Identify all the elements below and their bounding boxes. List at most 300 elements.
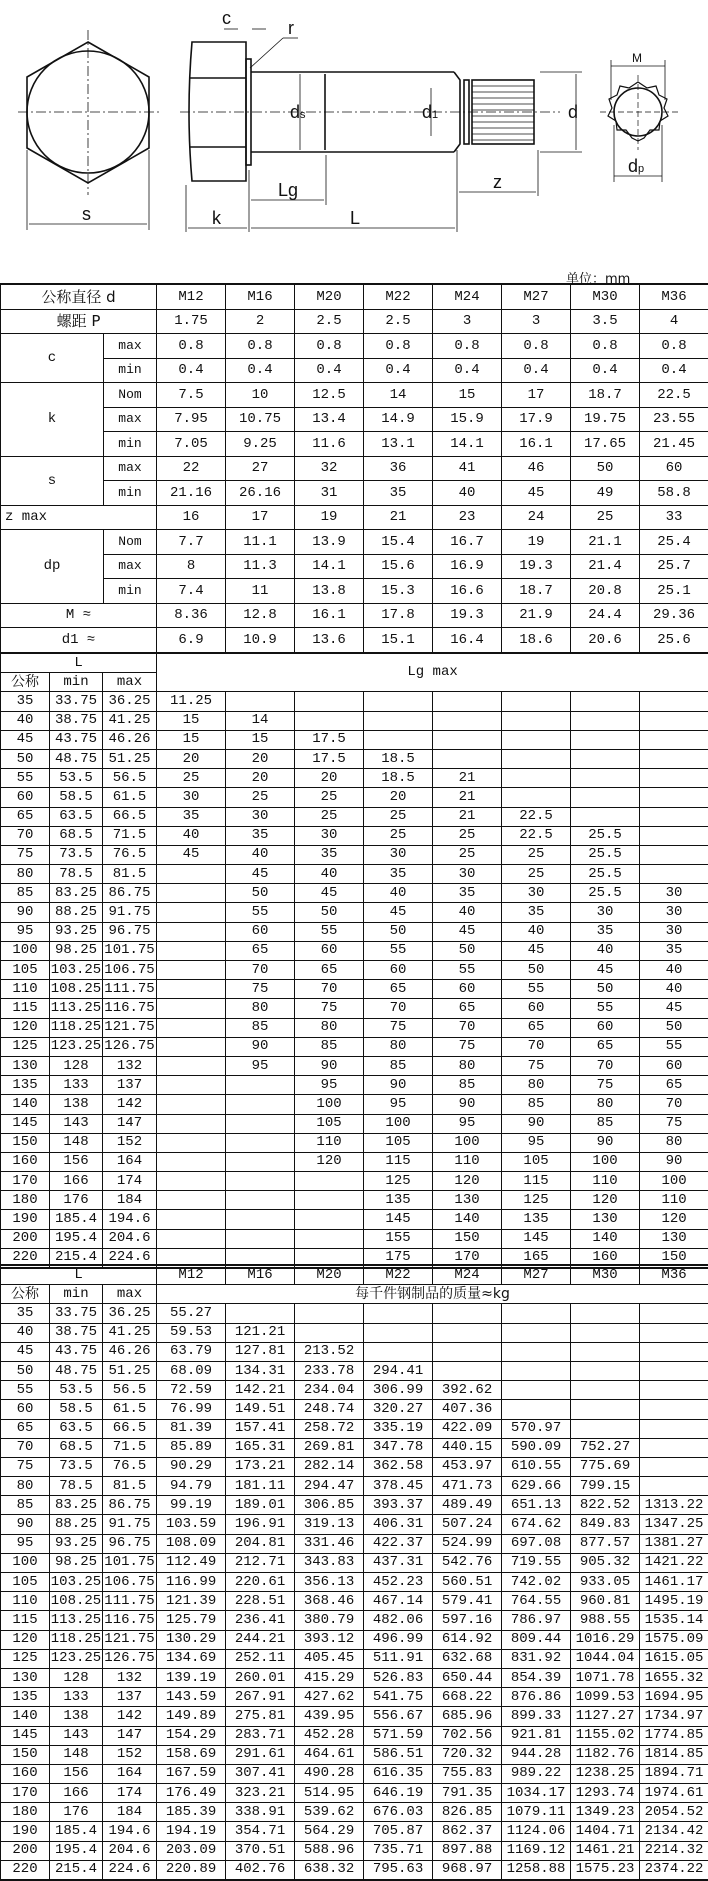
table-cell: 356.13 bbox=[295, 1573, 364, 1592]
table-cell: 204.6 bbox=[103, 1841, 157, 1860]
spec-table bbox=[0, 283, 708, 654]
table-cell: 1258.88 bbox=[502, 1860, 571, 1880]
table-cell: 90 bbox=[226, 1037, 295, 1056]
table-cell bbox=[502, 769, 571, 788]
table-cell: 135 bbox=[1, 1076, 50, 1095]
table-cell bbox=[571, 711, 640, 730]
table-cell: 1461.21 bbox=[571, 1841, 640, 1860]
table-cell: 220.89 bbox=[157, 1860, 226, 1880]
size-header: M30 bbox=[571, 284, 640, 309]
table-cell: 560.51 bbox=[433, 1573, 502, 1592]
table-cell: 100 bbox=[295, 1095, 364, 1114]
table-row bbox=[1, 1822, 708, 1841]
table-cell: 8 bbox=[157, 554, 226, 579]
table-cell: 0.8 bbox=[502, 334, 571, 359]
table-cell: 142 bbox=[103, 1095, 157, 1114]
table-cell: 80 bbox=[640, 1133, 708, 1152]
table-cell: 248.74 bbox=[295, 1400, 364, 1419]
table-cell: 170 bbox=[1, 1172, 50, 1191]
table-cell: 65 bbox=[1, 1419, 50, 1438]
table-cell: 118.25 bbox=[50, 1018, 103, 1037]
table-cell: 40 bbox=[433, 903, 502, 922]
table-cell: 121.21 bbox=[226, 1323, 295, 1342]
label-d1: d1 bbox=[422, 102, 438, 122]
table-cell bbox=[571, 1304, 640, 1323]
table-cell bbox=[226, 1304, 295, 1323]
table-cell: 110 bbox=[571, 1172, 640, 1191]
table-row bbox=[1, 1114, 708, 1133]
table-cell: 49 bbox=[571, 481, 640, 506]
table-cell: 755.83 bbox=[433, 1764, 502, 1783]
label-d: d bbox=[568, 102, 578, 122]
table-cell: 15.4 bbox=[364, 530, 433, 555]
table-cell: 36.25 bbox=[103, 1304, 157, 1323]
table-cell: 81.39 bbox=[157, 1419, 226, 1438]
table-cell: 125 bbox=[1, 1037, 50, 1056]
size-header: M16 bbox=[226, 284, 295, 309]
table-cell: 12.5 bbox=[295, 383, 364, 408]
table-cell: 90 bbox=[640, 1152, 708, 1171]
table-cell: 113.25 bbox=[50, 999, 103, 1018]
table-cell bbox=[295, 711, 364, 730]
table-row bbox=[1, 941, 708, 960]
table-cell bbox=[640, 845, 708, 864]
table-cell: 41.25 bbox=[103, 711, 157, 730]
table-cell: 100 bbox=[1, 941, 50, 960]
table-cell: 50 bbox=[364, 922, 433, 941]
table-cell: 123.25 bbox=[50, 1037, 103, 1056]
table-cell: 40 bbox=[157, 826, 226, 845]
size-header: M24 bbox=[433, 1265, 502, 1285]
nominal-header: 公称 bbox=[1, 1285, 50, 1304]
table-cell: 960.81 bbox=[571, 1592, 640, 1611]
table-cell: 145 bbox=[364, 1210, 433, 1229]
table-cell: 160 bbox=[571, 1248, 640, 1268]
table-cell: 200 bbox=[1, 1229, 50, 1248]
table-row bbox=[1, 1095, 708, 1114]
table-cell: 831.92 bbox=[502, 1649, 571, 1668]
table-cell: 20.8 bbox=[571, 579, 640, 604]
table-cell bbox=[640, 1457, 708, 1476]
table-cell: 10.9 bbox=[226, 628, 295, 653]
table-cell: 140 bbox=[1, 1707, 50, 1726]
table-cell: 30 bbox=[433, 865, 502, 884]
table-cell: 118.25 bbox=[50, 1630, 103, 1649]
table-cell: 674.62 bbox=[502, 1515, 571, 1534]
table-cell: 0.4 bbox=[364, 358, 433, 383]
table-cell: 80 bbox=[295, 1018, 364, 1037]
table-cell: 17.5 bbox=[295, 749, 364, 768]
table-cell: 58.5 bbox=[50, 1400, 103, 1419]
table-cell: 165 bbox=[502, 1248, 571, 1268]
table-cell bbox=[226, 1114, 295, 1133]
table-cell: 23 bbox=[433, 505, 502, 530]
table-cell bbox=[433, 730, 502, 749]
table-cell: 25 bbox=[433, 826, 502, 845]
table-cell: 1099.53 bbox=[571, 1688, 640, 1707]
table-cell: 76.99 bbox=[157, 1400, 226, 1419]
table-cell: 110 bbox=[295, 1133, 364, 1152]
table-cell: 826.85 bbox=[433, 1803, 502, 1822]
table-cell: 33.75 bbox=[50, 692, 103, 711]
table-cell: 85 bbox=[295, 1037, 364, 1056]
table-row bbox=[1, 1745, 708, 1764]
table-cell: 393.12 bbox=[295, 1630, 364, 1649]
table-cell: 100 bbox=[433, 1133, 502, 1152]
table-cell: 143 bbox=[50, 1726, 103, 1745]
table-cell: 176.49 bbox=[157, 1784, 226, 1803]
table-cell: 86.75 bbox=[103, 884, 157, 903]
table-cell: 36 bbox=[364, 456, 433, 481]
table-cell: 16 bbox=[157, 505, 226, 530]
table-cell: 45 bbox=[502, 941, 571, 960]
table-cell: 1044.04 bbox=[571, 1649, 640, 1668]
table-cell: 7.4 bbox=[157, 579, 226, 604]
table-cell: 152 bbox=[103, 1745, 157, 1764]
table-cell: 60 bbox=[640, 1056, 708, 1075]
table-cell: 70 bbox=[433, 1018, 502, 1037]
table-cell: 1238.25 bbox=[571, 1764, 640, 1783]
table-cell: 100 bbox=[571, 1152, 640, 1171]
table-cell: 148 bbox=[50, 1133, 103, 1152]
table-cell bbox=[640, 1419, 708, 1438]
table-cell: 20 bbox=[226, 749, 295, 768]
table-cell bbox=[364, 711, 433, 730]
table-row bbox=[1, 922, 708, 941]
table-cell: 105 bbox=[1, 961, 50, 980]
table-cell bbox=[364, 1342, 433, 1361]
table-cell bbox=[640, 1342, 708, 1361]
table-cell: 154.29 bbox=[157, 1726, 226, 1745]
k-nom-row bbox=[1, 383, 708, 408]
table-cell: 1404.71 bbox=[571, 1822, 640, 1841]
table-cell: 14 bbox=[364, 383, 433, 408]
table-cell: 50 bbox=[571, 456, 640, 481]
table-cell: 189.01 bbox=[226, 1496, 295, 1515]
table-cell: 2374.22 bbox=[640, 1860, 708, 1880]
table-cell: 30 bbox=[364, 845, 433, 864]
table-cell: 799.15 bbox=[571, 1477, 640, 1496]
table-cell: 85 bbox=[226, 1018, 295, 1037]
table-cell bbox=[571, 788, 640, 807]
table-cell: 1535.14 bbox=[640, 1611, 708, 1630]
table-cell: 55 bbox=[295, 922, 364, 941]
table-cell: 614.92 bbox=[433, 1630, 502, 1649]
label-dp: dp bbox=[628, 156, 644, 176]
label-ds: ds bbox=[290, 102, 306, 122]
table-cell: 0.8 bbox=[226, 334, 295, 359]
table-cell: 135 bbox=[1, 1688, 50, 1707]
table-cell: 422.37 bbox=[364, 1534, 433, 1553]
table-cell: 70 bbox=[1, 1438, 50, 1457]
table-cell: 95 bbox=[1, 922, 50, 941]
table-cell: 40 bbox=[1, 1323, 50, 1342]
table-cell: 2 bbox=[226, 309, 295, 334]
table-cell: 145 bbox=[502, 1229, 571, 1248]
table-cell: 650.44 bbox=[433, 1668, 502, 1687]
table-row bbox=[1, 961, 708, 980]
table-cell bbox=[364, 692, 433, 711]
label-k: k bbox=[212, 208, 222, 228]
table-cell: 21 bbox=[433, 788, 502, 807]
table-cell: 482.06 bbox=[364, 1611, 433, 1630]
table-cell: 30 bbox=[571, 903, 640, 922]
table-cell: 68.5 bbox=[50, 1438, 103, 1457]
table-cell: 21.4 bbox=[571, 554, 640, 579]
table-cell: 73.5 bbox=[50, 1457, 103, 1476]
table-cell: 90 bbox=[1, 1515, 50, 1534]
table-cell: 61.5 bbox=[103, 1400, 157, 1419]
table-cell: 51.25 bbox=[103, 1361, 157, 1380]
table-cell: 137 bbox=[103, 1076, 157, 1095]
table-cell: 22 bbox=[157, 456, 226, 481]
table-cell: 9.25 bbox=[226, 432, 295, 457]
table-cell: 668.22 bbox=[433, 1688, 502, 1707]
table-cell bbox=[640, 769, 708, 788]
header-row bbox=[1, 284, 708, 309]
table-cell: 70 bbox=[364, 999, 433, 1018]
table-cell: 126.75 bbox=[103, 1649, 157, 1668]
table-cell: 899.33 bbox=[502, 1707, 571, 1726]
table-cell: 45 bbox=[157, 845, 226, 864]
s-min-row bbox=[1, 481, 708, 506]
k-min-row bbox=[1, 432, 708, 457]
table-cell: 1575.23 bbox=[571, 1860, 640, 1880]
table-cell: 200 bbox=[1, 1841, 50, 1860]
table-cell: 1124.06 bbox=[502, 1822, 571, 1841]
table-cell: 58.5 bbox=[50, 788, 103, 807]
table-cell: 514.95 bbox=[295, 1784, 364, 1803]
table-row bbox=[1, 903, 708, 922]
table-cell: 0.8 bbox=[433, 334, 502, 359]
table-cell: 742.02 bbox=[502, 1573, 571, 1592]
table-cell: 17.5 bbox=[295, 730, 364, 749]
table-cell: 138 bbox=[50, 1707, 103, 1726]
table-cell: 586.51 bbox=[364, 1745, 433, 1764]
table-cell: 362.58 bbox=[364, 1457, 433, 1476]
table-cell: 85 bbox=[1, 884, 50, 903]
table-cell: 149.89 bbox=[157, 1707, 226, 1726]
table-cell: 70 bbox=[502, 1037, 571, 1056]
table-cell bbox=[226, 1152, 295, 1171]
table-cell: 45 bbox=[502, 481, 571, 506]
table-row bbox=[1, 1229, 708, 1248]
table-cell: 0.8 bbox=[640, 334, 708, 359]
table-cell bbox=[571, 1381, 640, 1400]
table-row bbox=[1, 1457, 708, 1476]
table-cell: 21 bbox=[433, 807, 502, 826]
table-cell: 21 bbox=[364, 505, 433, 530]
table-row bbox=[1, 980, 708, 999]
table-cell: 17 bbox=[226, 505, 295, 530]
table-cell bbox=[157, 884, 226, 903]
table-cell: 24 bbox=[502, 505, 571, 530]
table-cell: 3 bbox=[433, 309, 502, 334]
table-cell: 165.31 bbox=[226, 1438, 295, 1457]
table-cell: 347.78 bbox=[364, 1438, 433, 1457]
table-cell bbox=[640, 1304, 708, 1323]
table-cell bbox=[433, 711, 502, 730]
L-header: L bbox=[1, 1265, 157, 1285]
dp-max-row bbox=[1, 554, 708, 579]
table-cell: 556.67 bbox=[364, 1707, 433, 1726]
table-cell: 90.29 bbox=[157, 1457, 226, 1476]
table-cell: 18.7 bbox=[502, 579, 571, 604]
table-cell: 464.61 bbox=[295, 1745, 364, 1764]
table-cell: 158.69 bbox=[157, 1745, 226, 1764]
table-cell: 130 bbox=[1, 1668, 50, 1687]
table-cell: 876.86 bbox=[502, 1688, 571, 1707]
table-cell: 66.5 bbox=[103, 1419, 157, 1438]
table-cell: 4 bbox=[640, 309, 708, 334]
table-cell: 570.97 bbox=[502, 1419, 571, 1438]
table-cell: 150 bbox=[433, 1229, 502, 1248]
table-row bbox=[1, 769, 708, 788]
table-cell: 8.36 bbox=[157, 603, 226, 628]
table-cell bbox=[157, 1095, 226, 1114]
table-cell: 65 bbox=[640, 1076, 708, 1095]
table-cell: 269.81 bbox=[295, 1438, 364, 1457]
table-cell: 120 bbox=[571, 1191, 640, 1210]
table-cell: 43.75 bbox=[50, 1342, 103, 1361]
table-cell: 45 bbox=[295, 884, 364, 903]
table-cell: 164 bbox=[103, 1152, 157, 1171]
table-cell: 18.5 bbox=[364, 749, 433, 768]
table-cell: 185.4 bbox=[50, 1822, 103, 1841]
table-cell: 651.13 bbox=[502, 1496, 571, 1515]
table-cell: 125 bbox=[1, 1649, 50, 1668]
table-cell: 105 bbox=[502, 1152, 571, 1171]
table-row bbox=[1, 1630, 708, 1649]
table-cell: 156 bbox=[50, 1764, 103, 1783]
table-row bbox=[1, 884, 708, 903]
table-cell bbox=[640, 1323, 708, 1342]
table-cell: 149.51 bbox=[226, 1400, 295, 1419]
table-cell: 320.27 bbox=[364, 1400, 433, 1419]
table-cell: 174 bbox=[103, 1172, 157, 1191]
size-header: M36 bbox=[640, 1265, 708, 1285]
table-cell: 19.75 bbox=[571, 407, 640, 432]
table-cell: 720.32 bbox=[433, 1745, 502, 1764]
table-cell: 275.81 bbox=[226, 1707, 295, 1726]
table-cell: 105 bbox=[295, 1114, 364, 1133]
table-cell: 115 bbox=[1, 1611, 50, 1630]
table-cell: 133 bbox=[50, 1076, 103, 1095]
table-cell: 50 bbox=[226, 884, 295, 903]
table-cell bbox=[502, 1323, 571, 1342]
table-cell bbox=[226, 1172, 295, 1191]
sub-label: max bbox=[104, 407, 157, 432]
table-cell: 539.62 bbox=[295, 1803, 364, 1822]
table-cell bbox=[502, 730, 571, 749]
table-cell: 61.5 bbox=[103, 788, 157, 807]
table-cell bbox=[157, 941, 226, 960]
table-cell: 496.99 bbox=[364, 1630, 433, 1649]
table-cell: 25 bbox=[295, 788, 364, 807]
table-cell: 90 bbox=[502, 1114, 571, 1133]
table-row bbox=[1, 1592, 708, 1611]
table-cell: 12.8 bbox=[226, 603, 295, 628]
table-cell: 41.25 bbox=[103, 1323, 157, 1342]
table-cell: 174 bbox=[103, 1784, 157, 1803]
table-cell: 11 bbox=[226, 579, 295, 604]
table-cell: 70 bbox=[1, 826, 50, 845]
table-cell: 452.28 bbox=[295, 1726, 364, 1745]
table-cell: 2134.42 bbox=[640, 1822, 708, 1841]
table-cell: 190 bbox=[1, 1822, 50, 1841]
table-cell bbox=[226, 1191, 295, 1210]
table-cell: 0.4 bbox=[433, 358, 502, 383]
table-cell: 25.5 bbox=[571, 826, 640, 845]
table-cell: 467.14 bbox=[364, 1592, 433, 1611]
table-cell: 157.41 bbox=[226, 1419, 295, 1438]
table-cell: 100 bbox=[364, 1114, 433, 1133]
table-cell: 145 bbox=[1, 1114, 50, 1133]
table-row bbox=[1, 1076, 708, 1095]
table-cell: 105 bbox=[1, 1573, 50, 1592]
table-cell: 25 bbox=[157, 769, 226, 788]
table-cell bbox=[433, 692, 502, 711]
table-cell bbox=[226, 1076, 295, 1095]
table-cell: 100 bbox=[1, 1553, 50, 1572]
table-cell: 93.25 bbox=[50, 1534, 103, 1553]
table-cell: 258.72 bbox=[295, 1419, 364, 1438]
table-row bbox=[1, 711, 708, 730]
table-cell: 108.09 bbox=[157, 1534, 226, 1553]
table-row bbox=[1, 1611, 708, 1630]
table-cell: 21.16 bbox=[157, 481, 226, 506]
table-cell: 897.88 bbox=[433, 1841, 502, 1860]
table-cell: 75 bbox=[571, 1076, 640, 1095]
table-cell: 76.5 bbox=[103, 1457, 157, 1476]
table-cell: 121.75 bbox=[103, 1018, 157, 1037]
nominal-header: 公称 bbox=[1, 673, 50, 692]
header-row bbox=[1, 653, 708, 673]
row-label: k bbox=[1, 383, 104, 457]
table-cell: 88.25 bbox=[50, 903, 103, 922]
table-cell: 80 bbox=[1, 865, 50, 884]
table-row bbox=[1, 1841, 708, 1860]
table-cell: 170 bbox=[1, 1784, 50, 1803]
table-cell bbox=[157, 1152, 226, 1171]
table-cell: 50 bbox=[1, 749, 50, 768]
table-cell: 115 bbox=[1, 999, 50, 1018]
table-cell: 16.7 bbox=[433, 530, 502, 555]
row-label: s bbox=[1, 456, 104, 505]
table-cell: 378.45 bbox=[364, 1477, 433, 1496]
table-cell bbox=[157, 1114, 226, 1133]
table-cell: 18.5 bbox=[364, 769, 433, 788]
table-cell: 150 bbox=[1, 1133, 50, 1152]
table-cell: 25 bbox=[364, 826, 433, 845]
table-cell: 25.4 bbox=[640, 530, 708, 555]
row-label: dp bbox=[1, 530, 104, 604]
table-cell: 73.5 bbox=[50, 845, 103, 864]
table-cell: 110 bbox=[640, 1191, 708, 1210]
table-cell: 22.5 bbox=[502, 807, 571, 826]
subheader-row bbox=[1, 1285, 708, 1304]
table-cell: 60 bbox=[502, 999, 571, 1018]
table-cell: 91.75 bbox=[103, 1515, 157, 1534]
table-cell: 7.95 bbox=[157, 407, 226, 432]
table-cell: 6.9 bbox=[157, 628, 226, 653]
d1-row bbox=[1, 628, 708, 653]
table-cell: 46 bbox=[502, 456, 571, 481]
table-cell: 95 bbox=[433, 1114, 502, 1133]
table-cell: 20 bbox=[157, 749, 226, 768]
table-cell: 14 bbox=[226, 711, 295, 730]
table-cell: 7.5 bbox=[157, 383, 226, 408]
